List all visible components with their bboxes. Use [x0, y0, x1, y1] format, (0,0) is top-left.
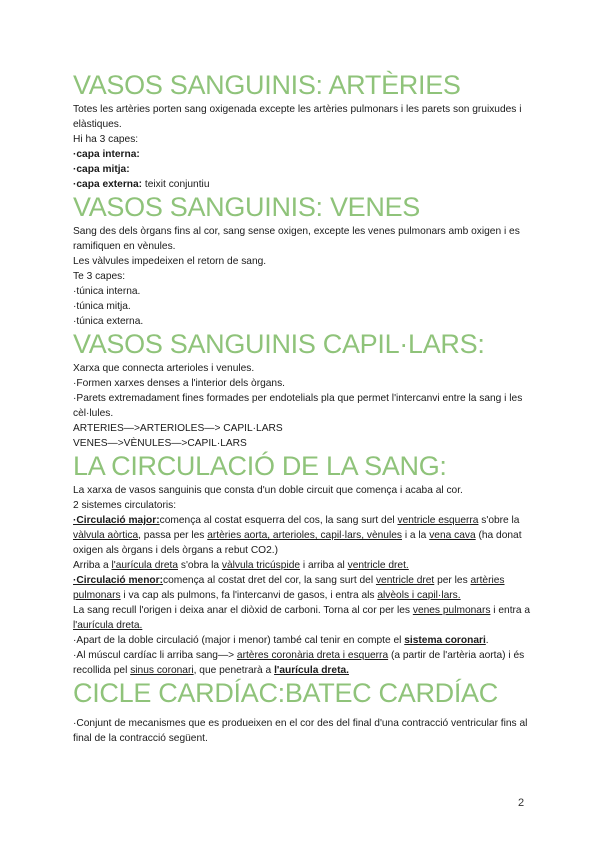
text: , passa per les — [138, 530, 208, 541]
layer-label: ·capa externa: — [73, 179, 143, 190]
paragraph: ·Parets extremadament fines formades per endotelials pla que permet l'intercanvi entre la sang i les cèl·lules. — [73, 393, 523, 419]
paragraph: La xarxa de vasos sanguinis que consta d'un doble circuit que comença i acaba al cor. — [73, 485, 463, 496]
underlined-text: l'aurícula dreta. — [274, 665, 349, 676]
underlined-text: ventricle esquerra — [397, 515, 479, 526]
layer-label: ·capa interna: — [73, 149, 140, 160]
text: ·Apart de la doble circulació (major i menor) també cal tenir en compte el — [73, 635, 405, 646]
list-item: ·túnica interna. — [73, 286, 141, 297]
text: i entra a — [490, 605, 531, 616]
underlined-text: vàlvula aòrtica — [73, 530, 139, 541]
list-item — [73, 177, 533, 192]
paragraph: ·Conjunt de mecanismes que es produeixen en el cor des del final d'una contracció ventricular fins al final de la contracció següent. — [73, 718, 528, 744]
underlined-text: artères coronària dreta i esquerra — [236, 650, 389, 661]
heading-arteries: VASOS SANGUINIS: ARTÈRIES — [73, 70, 461, 100]
paragraph: Xarxa que connecta arterioles i venules. — [73, 363, 255, 374]
major-label: ·Circulació major: — [73, 515, 160, 526]
underlined-text: venes pulmonars — [412, 605, 491, 616]
paragraph: Sang des dels òrgans fins al cor, sang sense oxigen, excepte les venes pulmonars amb oxigen i es ramifiquen en vènules. — [73, 226, 520, 252]
list-item — [73, 147, 533, 162]
heading-circulacio: LA CIRCULACIÓ DE LA SANG: — [73, 451, 447, 481]
paragraph: VENES—>VÈNULES—>CAPIL·LARS — [73, 438, 247, 449]
underlined-text: artèries pulmonars — [73, 575, 505, 601]
text: . — [485, 635, 489, 646]
text: per les — [434, 575, 471, 586]
underlined-text: vena cava — [429, 530, 476, 541]
paragraph: ARTERIES—>ARTERIOLES—> CAPIL·LARS — [73, 423, 283, 434]
paragraph-circulacio-menor — [73, 573, 533, 603]
underlined-text: sinus coronari — [130, 665, 194, 676]
underlined-text: artèries aorta, arterioles, capil·lars, vènules — [207, 530, 402, 541]
text: , que penetrarà a — [193, 665, 275, 676]
heading-venes: VASOS SANGUINIS: VENES — [73, 192, 420, 222]
text: (a partir de l'artèria aorta) i és recollida pel — [73, 650, 525, 676]
text: s'obre la — [478, 515, 520, 526]
heading-cicle-cardiac: CICLE CARDÍAC:BATEC CARDÍAC — [73, 678, 498, 708]
underlined-text: ventricle dret — [375, 575, 435, 586]
paragraph-arriba — [73, 558, 533, 573]
underlined-text: l'aurícula dreta. — [73, 620, 143, 631]
paragraph: Te 3 capes: — [73, 271, 126, 282]
list-item: ·túnica externa. — [73, 316, 144, 327]
underlined-text: ventricle dret. — [347, 560, 409, 571]
paragraph-muscul — [73, 648, 533, 678]
paragraph-circulacio-major — [73, 513, 533, 558]
layer-label: ·capa mitja: — [73, 164, 130, 175]
text: ·Al múscul cardíac li arriba sang—> — [73, 650, 237, 661]
page-number: 2 — [518, 797, 525, 809]
list-item: ·túnica mitja. — [73, 301, 131, 312]
paragraph: 2 sistemes circulatoris: — [73, 500, 177, 511]
document-body — [73, 70, 533, 746]
text: i a la — [402, 530, 430, 541]
underlined-text: alvèols i capil·lars. — [377, 590, 461, 601]
paragraph: Hi ha 3 capes: — [73, 134, 139, 145]
paragraph-apart — [73, 633, 533, 648]
heading-capillars: VASOS SANGUINIS CAPIL·LARS: — [73, 329, 485, 359]
text: Arriba a — [73, 560, 112, 571]
paragraph-retorn — [73, 603, 533, 633]
text: i arriba al — [300, 560, 348, 571]
paragraph: Les vàlvules impedeixen el retorn de sang. — [73, 256, 267, 267]
underlined-text: vàlvula tricúspide — [221, 560, 301, 571]
paragraph: Totes les artèries porten sang oxigenada excepte les artèries pulmonars i les parets son gruixudes i elàstiques. — [73, 104, 522, 130]
text: s'obra la — [178, 560, 222, 571]
underlined-text: sistema coronari — [404, 635, 486, 646]
list-item — [73, 162, 533, 177]
paragraph: ·Formen xarxes denses a l'interior dels òrgans. — [73, 378, 286, 389]
text: comença al costat dret del cor, la sang surt del — [163, 575, 376, 586]
layer-text: teixit conjuntiu — [142, 179, 210, 190]
text: La sang recull l'origen i deixa anar el diòxid de carboni. Torna al cor per les — [73, 605, 413, 616]
text: (ha donat oxigen als òrgans i dels òrgans a rebut CO2.) — [73, 530, 522, 556]
minor-label: ·Circulació menor: — [73, 575, 164, 586]
text: comença al costat esquerra del cos, la sang surt del — [159, 515, 398, 526]
text: i va cap als pulmons, fa l'intercanvi de gasos, i entra als — [120, 590, 378, 601]
underlined-text: l'aurícula dreta — [111, 560, 179, 571]
